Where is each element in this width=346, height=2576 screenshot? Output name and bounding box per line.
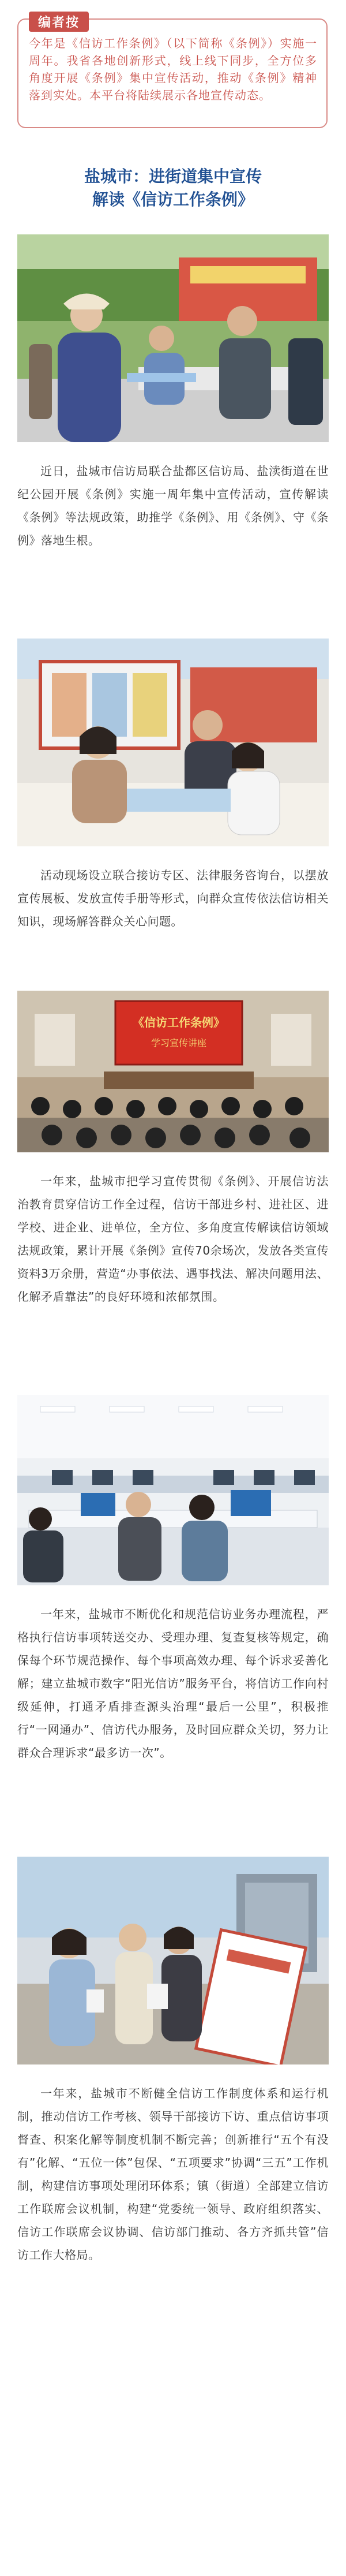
photo-legal-consultation bbox=[17, 639, 329, 846]
photo-outdoor-consultation bbox=[17, 234, 329, 442]
photo-service-hall bbox=[17, 1395, 329, 1585]
editor-note-box bbox=[17, 18, 328, 128]
article-title bbox=[0, 165, 346, 211]
article-title-line2: 解读《信访工作条例》 bbox=[92, 190, 254, 209]
banner-title: 《信访工作条例》 bbox=[133, 1016, 225, 1029]
photo-street-publicity bbox=[17, 1857, 329, 2064]
paragraph-4: 一年来，盐城市不断优化和规范信访业务办理流程，严格执行信访事项转送交办、受理办理、复查复核等规定，确保每个环节规范操作、每个事项高效办理、每个诉求妥善化解；建立盐城市数字“阳光信访”服务平台，将信访工作向村级延伸，打通矛盾排查源头治理“最后一公里”，积极推行“一网通办”、信访代办服务，及时回应群众关切，努力让群众合理诉求“最多访一次”。 bbox=[17, 1607, 329, 1760]
editor-note-text: 今年是《信访工作条例》（以下简称《条例》）实施一周年。我省各地创新形式，线上线下同步，全方位多角度开展《条例》集中宣传活动，推动《条例》精神落到实处。本平台将陆续展示各地宣传动态。 bbox=[29, 36, 317, 102]
banner-subtitle: 学习宣传讲座 bbox=[151, 1037, 207, 1048]
editor-note-tag: 编者按 bbox=[29, 12, 89, 32]
photo-lecture-hall bbox=[17, 991, 329, 1152]
paragraph-1: 近日，盐城市信访局联合盐都区信访局、盐渎街道在世纪公园开展《条例》实施一周年集中宣传活动，宣传解读《条例》等法规政策，助推学《条例》、用《条例》、守《条例》落地生根。 bbox=[17, 464, 329, 547]
article-title-line1: 盐城市：进街道集中宣传 bbox=[84, 167, 262, 186]
paragraph-3: 一年来，盐城市把学习宣传贯彻《条例》、开展信访法治教育贯穿信访工作全过程，信访干部进乡村、进社区、进学校、进企业、进单位，全方位、多角度宣传解读信访领域法规政策，累计开展《条例》宣传70余场次，发放各类宣传资料3万余册，营造“办事依法、遇事找法、解决问题用法、化解矛盾靠法”的良好环境和浓郁氛围。 bbox=[17, 1174, 329, 1304]
paragraph-2: 活动现场设立联合接访专区、法律服务咨询台，以摆放宣传展板、发放宣传手册等形式，向群众宣传依法信访相关知识，现场解答群众关心问题。 bbox=[17, 868, 329, 928]
paragraph-5: 一年来，盐城市不断健全信访工作制度体系和运行机制，推动信访工作考核、领导干部接访下访、重点信访事项督查、积案化解等制度机制不断完善；创新推行“五个有没有”化解、“五位一体”包保、“五项要求”协调“三五”工作机制，构建信访事项处理闭环体系；镇（街道）全部建立信访工作联席会议机制，构建“党委统一领导、政府组织落实、信访工作联席会议协调、信访部门推动、各方齐抓共管”信访工作大格局。 bbox=[17, 2086, 329, 2262]
